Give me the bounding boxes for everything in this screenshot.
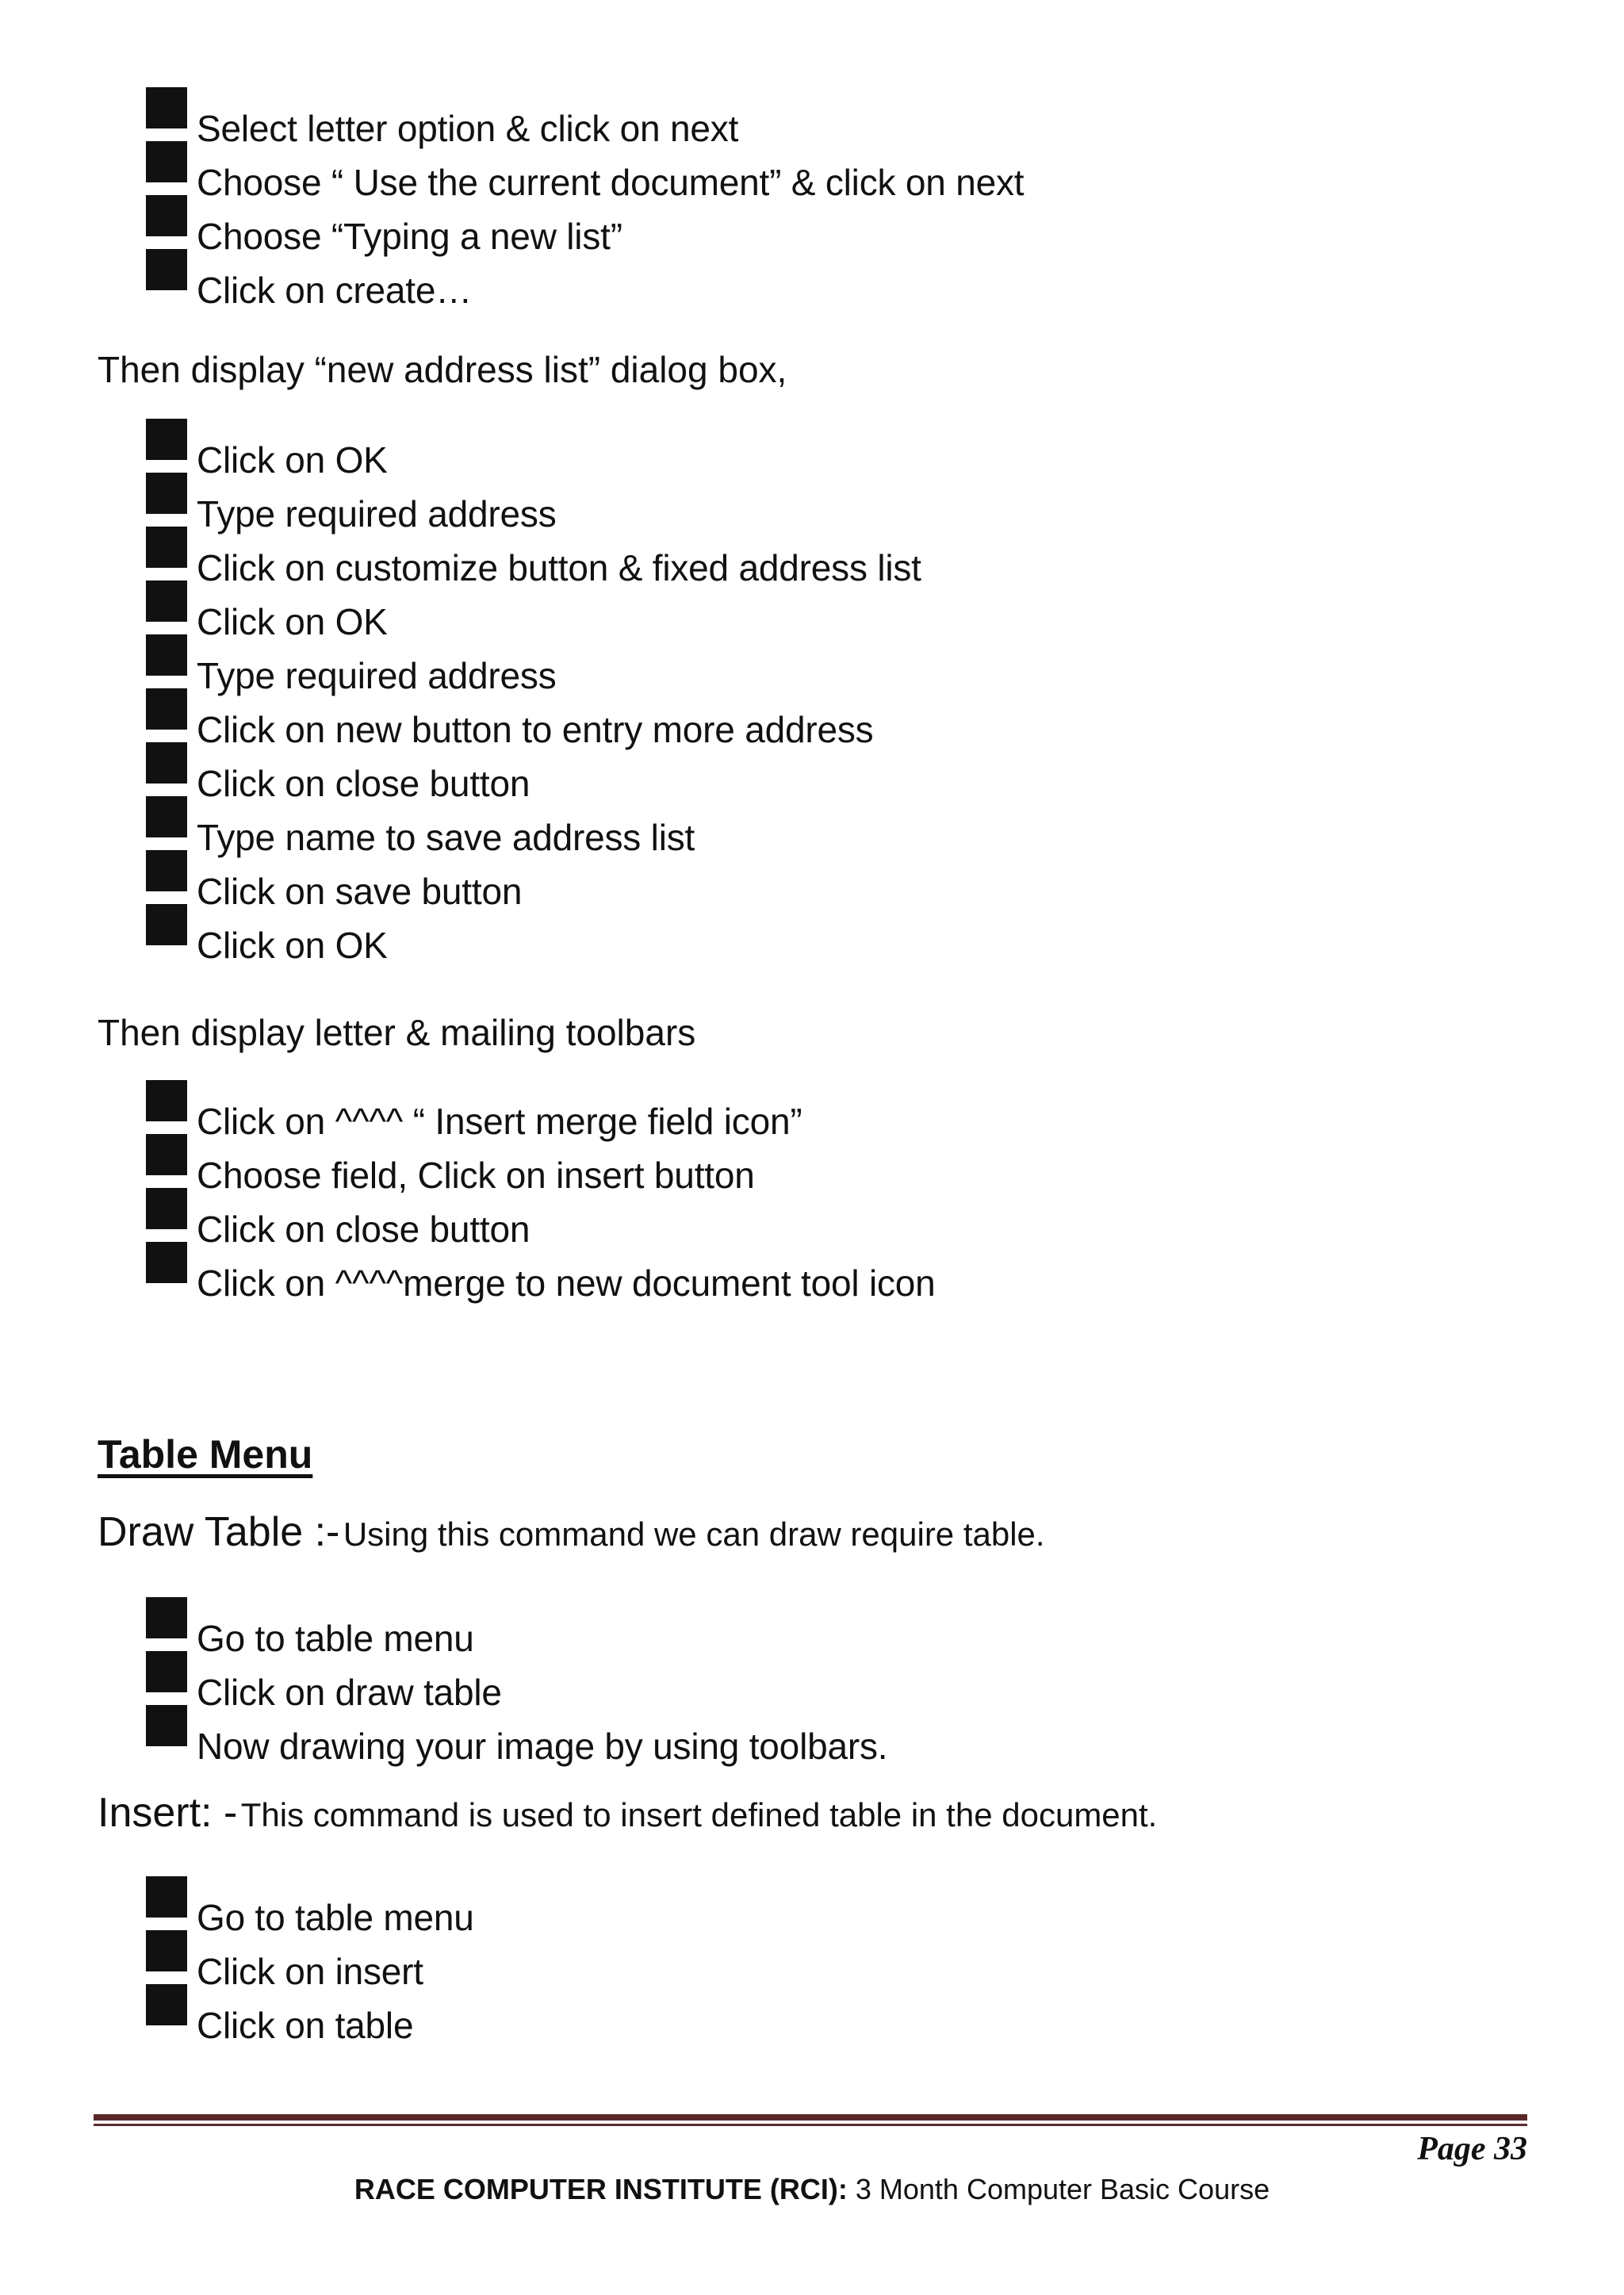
list-item bbox=[146, 1242, 1335, 1304]
list-item bbox=[146, 580, 1335, 642]
square-bullet-icon bbox=[146, 195, 187, 236]
list-item-text: Choose “Typing a new list” bbox=[197, 216, 622, 257]
list-item bbox=[146, 1597, 1335, 1659]
footer-text bbox=[0, 2173, 1624, 2206]
square-bullet-icon bbox=[146, 249, 187, 290]
list-item-text: Click on OK bbox=[197, 439, 388, 481]
insert-term: Insert: - bbox=[98, 1790, 238, 1836]
list-item-text: Go to table menu bbox=[197, 1897, 474, 1938]
merge-field-steps-list bbox=[146, 1080, 1335, 1304]
list-item-text: Click on table bbox=[197, 2005, 414, 2046]
list-item bbox=[146, 87, 1335, 149]
section-heading-table-menu: Table Menu bbox=[98, 1432, 313, 1477]
mail-merge-steps-list bbox=[146, 87, 1335, 311]
list-item-text: Click on draw table bbox=[197, 1672, 502, 1713]
list-item bbox=[146, 1984, 1335, 2046]
list-item bbox=[146, 1651, 1335, 1713]
list-item bbox=[146, 195, 1335, 257]
draw-table-description bbox=[98, 1508, 1045, 1556]
list-item bbox=[146, 527, 1335, 588]
list-item-text: Click on save button bbox=[197, 871, 523, 912]
list-item-text: Type name to save address list bbox=[197, 817, 695, 858]
square-bullet-icon bbox=[146, 473, 187, 514]
square-bullet-icon bbox=[146, 580, 187, 622]
square-bullet-icon bbox=[146, 796, 187, 837]
square-bullet-icon bbox=[146, 1876, 187, 1918]
square-bullet-icon bbox=[146, 850, 187, 891]
list-item-text: Click on close button bbox=[197, 763, 530, 804]
list-item-text: Select letter option & click on next bbox=[197, 108, 739, 149]
list-item bbox=[146, 850, 1335, 912]
square-bullet-icon bbox=[146, 1188, 187, 1229]
list-item bbox=[146, 634, 1335, 696]
footer-institute: RACE COMPUTER INSTITUTE (RCI): bbox=[354, 2173, 848, 2205]
draw-table-term: Draw Table :- bbox=[98, 1509, 340, 1555]
list-item bbox=[146, 742, 1335, 804]
square-bullet-icon bbox=[146, 1705, 187, 1746]
square-bullet-icon bbox=[146, 419, 187, 460]
list-item-text: Click on ^^^^merge to new document tool icon bbox=[197, 1262, 936, 1304]
list-item-text: Choose field, Click on insert button bbox=[197, 1155, 755, 1196]
list-item-text: Click on customize button & fixed address list bbox=[197, 547, 921, 588]
square-bullet-icon bbox=[146, 742, 187, 784]
list-item bbox=[146, 904, 1335, 966]
footer-divider bbox=[94, 2114, 1527, 2121]
list-item bbox=[146, 1930, 1335, 1992]
square-bullet-icon bbox=[146, 1651, 187, 1692]
list-item bbox=[146, 1188, 1335, 1250]
square-bullet-icon bbox=[146, 527, 187, 568]
list-item-text: Click on ^^^^ “ Insert merge field icon” bbox=[197, 1101, 802, 1142]
list-item bbox=[146, 249, 1335, 311]
list-item bbox=[146, 1080, 1335, 1142]
square-bullet-icon bbox=[146, 904, 187, 945]
footer-divider-thin bbox=[94, 2124, 1527, 2126]
list-item bbox=[146, 419, 1335, 481]
list-item-text: Go to table menu bbox=[197, 1618, 474, 1659]
address-list-steps-list bbox=[146, 419, 1335, 966]
footer-course: 3 Month Computer Basic Course bbox=[855, 2173, 1270, 2205]
list-item bbox=[146, 473, 1335, 534]
square-bullet-icon bbox=[146, 634, 187, 676]
list-item-text: Click on insert bbox=[197, 1951, 423, 1992]
square-bullet-icon bbox=[146, 1930, 187, 1971]
page-number: Page 33 bbox=[1417, 2131, 1527, 2167]
insert-desc: This command is used to insert defined table in the document. bbox=[240, 1796, 1158, 1833]
list-item-text: Click on create… bbox=[197, 270, 473, 311]
square-bullet-icon bbox=[146, 141, 187, 182]
list-item-text: Click on OK bbox=[197, 601, 388, 642]
list-item-text: Click on close button bbox=[197, 1209, 530, 1250]
list-item bbox=[146, 688, 1335, 750]
list-item-text: Choose “ Use the current document” & click on next bbox=[197, 162, 1025, 203]
list-item-text: Type required address bbox=[197, 493, 557, 534]
insert-description bbox=[98, 1789, 1157, 1837]
square-bullet-icon bbox=[146, 1080, 187, 1121]
paragraph-new-address-list: Then display “new address list” dialog box, bbox=[98, 349, 787, 390]
square-bullet-icon bbox=[146, 87, 187, 128]
insert-table-steps-list bbox=[146, 1876, 1335, 2046]
square-bullet-icon bbox=[146, 1984, 187, 2025]
square-bullet-icon bbox=[146, 1134, 187, 1175]
list-item bbox=[146, 1705, 1335, 1767]
list-item bbox=[146, 1134, 1335, 1196]
list-item bbox=[146, 141, 1335, 203]
list-item-text: Now drawing your image by using toolbars. bbox=[197, 1726, 888, 1767]
list-item-text: Click on OK bbox=[197, 925, 388, 966]
draw-table-steps-list bbox=[146, 1597, 1335, 1767]
paragraph-letter-mailing-toolbars: Then display letter & mailing toolbars bbox=[98, 1012, 696, 1053]
list-item-text: Click on new button to entry more address bbox=[197, 709, 874, 750]
list-item-text: Type required address bbox=[197, 655, 557, 696]
square-bullet-icon bbox=[146, 688, 187, 730]
list-item bbox=[146, 796, 1335, 858]
square-bullet-icon bbox=[146, 1242, 187, 1283]
draw-table-desc: Using this command we can draw require table. bbox=[343, 1515, 1045, 1553]
square-bullet-icon bbox=[146, 1597, 187, 1638]
list-item bbox=[146, 1876, 1335, 1938]
